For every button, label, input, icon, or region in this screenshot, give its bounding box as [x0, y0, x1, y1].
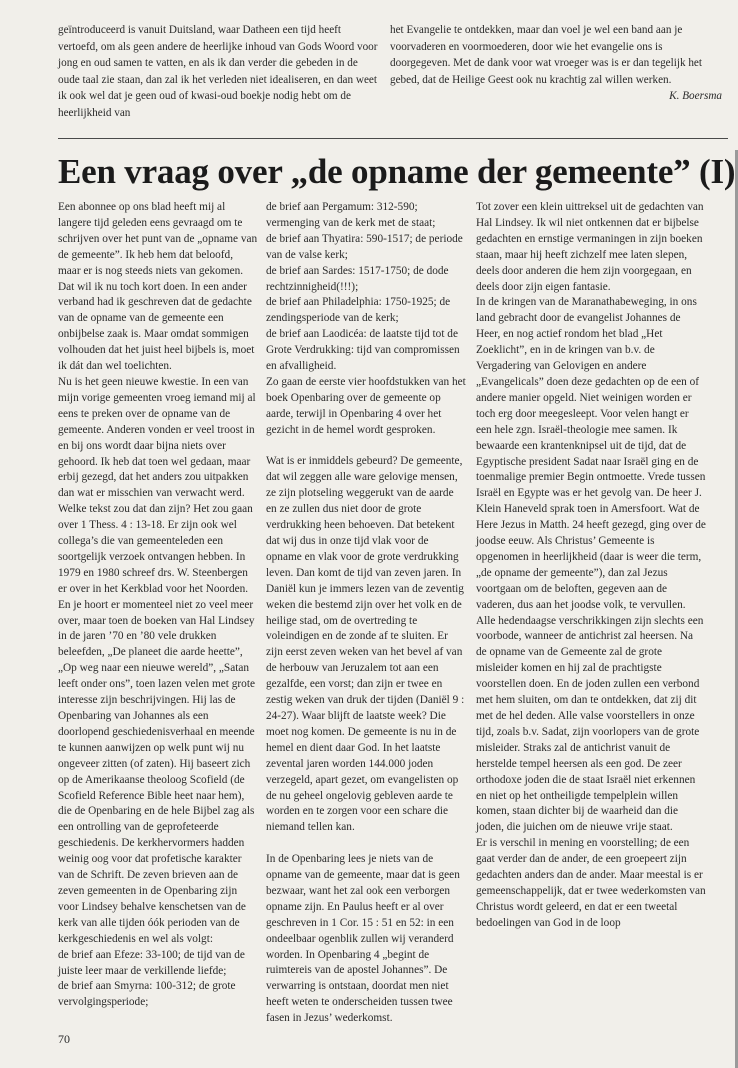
- paragraph: Welke tekst zou dat dan zijn? Het zou gaan over 1 Thess. 4 : 13-18. Er zijn ook wel collega’s die van gemeenteleden een soortgelijk verzoek ontvangen hebben. In 1979 en 1980 schreef drs. W. Steenbergen er over in het Kerkblad voor het Noorden.: [58, 503, 253, 595]
- paragraph: In de Openbaring lees je niets van de opname van de gemeente, maar dat is geen bezwaar, want het zal ook een verborgen opname zijn. En Paulus heeft er al over geschreven in 1 Cor. 15 : 51 en 52: in een ondeelbaar ogenblik zullen wij veranderd worden. In Openbaring 4 „begint de ruimtereis van de apostel Johannes”. De verwarring is ontstaan, doordat men niet heeft weten te onderscheiden tussen twee fasen in Jezus’ wederkomst.: [266, 853, 460, 1025]
- article-column-2: [266, 200, 466, 1027]
- paragraph: In de kringen van de Maranathabeweging, in ons land gebracht door de evangelist Johannes de Heer, en nog actief rondom het blad „Het Zoeklicht”, en in de kringen van b.v. de Vergadering van Gelovigen en andere „Evangelicals” doen deze gedachten op de een of andere manier opgeld. Niet weinigen worden er toch erg door meegesleept. Voor velen hangt er een hele zgn. Israël-theologie mee samen. Ik bewaarde een krantenknipsel uit de tijd, dat de Egyptische president Sadat naar Israël ging en de toenmalige premier Begin ontmoette. Vrede tussen Israël en Egypte was er het gevolg van. De heer J. Klein Haneveld sprak toen in Amersfoort. Wat de Here Jezus in Matth. 24 heeft gezegd, ging over de joodse eeuw. Als Christus’ Gemeente is opgenomen in heerlijkheid (daar is weer die term, „de opname der gemeente”), dan zal Jezus voortgaan om de beloften, gegeven aan de vaderen, dus aan het joodse volk, te vervullen. Alle hedendaagse verschrikkingen zijn slechts een voorbode, wanneer de antichrist zal heersen. Na de opname van de Gemeente zal de grote misleider komen en hij zal de prachtigste voorstellen doen. En de joden zullen een verbond met hem sluiten, om dan te ontdekken, dat zij dit met de hel deden. Alle valse voorstellers in onze tijd, zoals b.v. Sadat, zijn voorlopers van de grote misleider. Straks zal de antichrist vanuit de herstelde tempel heersen als een god. De zeer orthodoxe joden die de staat Israël niet erkennen en niet op het ontheiligde tempelplein willen komen, staan dichter bij de waarheid dan die joden, die juichen om de nieuwe vrije staat.: [476, 296, 706, 834]
- page-number: 70: [58, 1032, 70, 1046]
- paragraph: Zo gaan de eerste vier hoofdstukken van het boek Openbaring over de gemeente op aarde, terwijl in Openbaring 4 over het gezicht in de hemel wordt gesproken.: [266, 375, 466, 436]
- author-signature: K. Boersma: [669, 90, 722, 103]
- paragraph: de brief aan Thyatira: 590-1517; de periode van de valse kerk;: [266, 232, 463, 261]
- paragraph: Tot zover een klein uittreksel uit de gedachten van Hal Lindsey. Ik wil niet ontkennen dat er bijbelse gedachten en ernstige vermaningen in zijn boeken staan, maar hij heeft zichzelf mee laten slepen, deels door anderen die hem zijn voorgegaan, en deels door zijn eigen fantasie.: [476, 201, 704, 293]
- article-column-3: [476, 200, 706, 932]
- article-title: Een vraag over „de opname der gemeente” (I): [58, 152, 736, 191]
- paragraph: de brief aan Philadelphia: 1750-1925; de zendingsperiode van de kerk;: [266, 296, 451, 325]
- paragraph: Er is verschil in mening en voorstelling; de een gaat verder dan de ander, de een groepeert zijn gedachten anders dan de ander. Maar meestal is er gemeenschappelijk, dat er twee wederkomsten van Christus wordt geleerd, en dat er een tweetal bedoelingen van God in de loop: [476, 837, 706, 929]
- paragraph: de brief aan Smyrna: 100-312; de grote vervolgingsperiode;: [58, 980, 236, 1009]
- paragraph: En je hoort er momenteel niet zo veel meer over, maar toen de boeken van Hal Lindsey in de jaren ’70 en ’80 vele drukken beleefden, „De planeet die aarde heette”, „Op weg naar een nieuwe wereld”, „Satan leeft onder ons”, toen lazen velen met grote interesse zijn beschrijvingen. Hij las de Openbaring van Johannes als een doorlopend geschiedenisverhaal en meende te kunnen aanwijzen op welk punt wij nu ongeveer zitten (of zaten). Hij baseert zich op de Amerikaanse theoloog Scofield (de Scofield Reference Bible heet naar hem), die de Openbaring en de hele Bijbel zag als een ontrolling van de geprofeteerde geschiedenis. De kerkhervormers hadden weinig oog voor dat profetische karakter van de Schrift. De zeven brieven aan de zeven gemeenten in de Openbaring zijn voor Lindsey behalve kenschetsen van de kerk van alle tijden óók perioden van de kerkgeschiedenis en wel als volgt:: [58, 598, 255, 945]
- top-right-text: het Evangelie te ontdekken, maar dan voel je wel een band aan je voorvaderen en voormoederen, door wie het evangelie ons is doorgegeven. Met de dank voor wat vroeger was is er dan tegelijk het gebed, dat de Heilige Geest ook nu krachtig zal willen werken.: [390, 24, 703, 86]
- article-body: [58, 200, 738, 1025]
- divider-rule: [58, 138, 728, 139]
- paragraph: Een abonnee op ons blad heeft mij al langere tijd geleden eens gevraagd om te schrijven over het punt van de „opname van de gemeente”. Ik heb hem dat beloofd, maar er is nog steeds niets van gekomen. Dat wil ik nu toch kort doen. In een ander verband had ik geschreven dat de gedachte van de opname van de gemeente een onbijbelse zaak is. Maar omdat sommigen volhouden dat het juist heel bijbels is, moet ik dát dan wel toelichten.: [58, 201, 258, 373]
- article-column-1: [58, 200, 258, 1011]
- paragraph: de brief aan Pergamum: 312-590; vermenging van de kerk met de staat;: [266, 201, 436, 229]
- paragraph: de brief aan Sardes: 1517-1750; de dode rechtzinnigheid(!!!);: [266, 264, 449, 293]
- top-section: [58, 22, 726, 134]
- top-left-text: geïntroduceerd is vanuit Duitsland, waar Datheen een tijd heeft vertoefd, om als geen andere de heerlijke inhoud van Gods Woord voor jong en oud samen te vatten, en als ik dan verder die gebeden in de oude taal zie staan, dan zal ik het verleden niet idealiseren, en dan weet ik ook wel dat je geen oud of kwasi-oud boekje nodig hebt om de heerlijkheid van: [58, 24, 378, 119]
- paragraph: de brief aan Laodicéa: de laatste tijd tot de Grote Verdrukking: tijd van compromissen en afvalligheid.: [266, 328, 460, 373]
- paragraph: Wat is er inmiddels gebeurd? De gemeente, dat wil zeggen alle ware gelovige mensen, ze zijn plotseling weggerukt van de aarde en ze zullen dus niet door de grote verdrukking heen behoeven. Dat betekent dat wij dus in onze tijd vlak voor de opname en vlak voor de grote verdrukking leven. Dan komt de tijd van zeven jaren. In Daniël kun je immers lezen van de zeventig weken die bestemd zijn over het volk en de heilige stad, om de overtreding te voleindigen en de zonde af te sluiten. Er zijn eerst zeven weken van het bevel af van de herbouw van Jeruzalem tot aan een gezalfde, een vorst; dan zijn er twee en zestig weken van druk der tijden (Daniël 9 : 24-27). Waar blijft de laatste week? Die moet nog komen. De gemeente is nu in de hemel en dient daar God. In het laatste zevental jaren worden 144.000 joden verzegeld, apart gezet, om evangelisten op de nu geheel ongelovig gebleven aarde te worden en te zorgen voor een schare die niemand tellen kan.: [266, 455, 465, 834]
- top-column-left: [58, 22, 378, 122]
- top-column-right: [390, 22, 722, 105]
- paragraph: de brief aan Efeze: 33-100; de tijd van de juiste leer maar de verkillende liefde;: [58, 948, 245, 977]
- paragraph: Nu is het geen nieuwe kwestie. In een van mijn vorige gemeenten vroeg iemand mij al eens te preken over de opname van de gemeente. Anderen vonden er veel troost in en bij ons wordt daar bijna niets over gehoord. Ik heb dat toen wel gedaan, maar erbij gezegd, dat het anders zou uitpakken dan wat er misschien van verwacht werd.: [58, 375, 256, 500]
